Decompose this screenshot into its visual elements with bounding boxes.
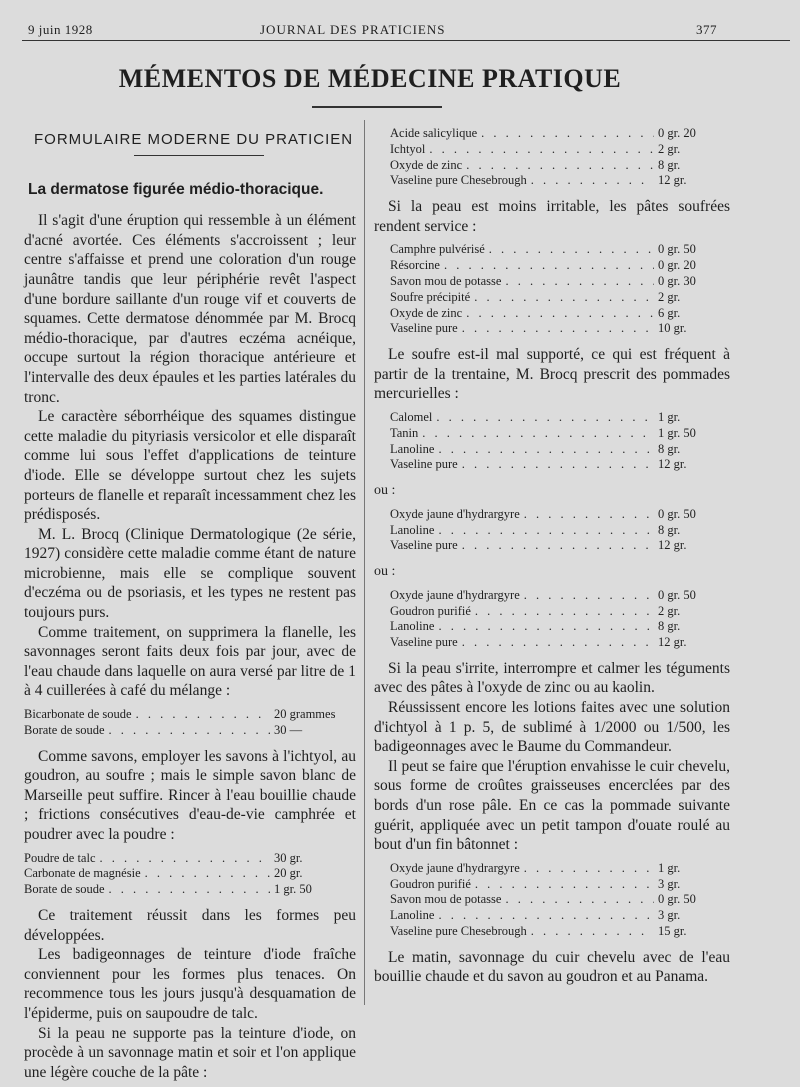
ingredient-quantity: 30 gr.: [274, 850, 303, 865]
ingredient-quantity: 10 gr.: [658, 321, 687, 336]
ingredient-name: Vaseline pure: [390, 321, 458, 336]
paragraph: Si la peau ne supporte pas la teinture d'iode, on procède à un savonnage matin et soir et l'on applique une légère couche de la pâte :: [24, 1024, 356, 1081]
leader-dots: [136, 707, 270, 723]
ingredient-quantity: 30 —: [274, 722, 303, 737]
prescription-row: [390, 410, 720, 426]
ingredient-quantity: 12 gr.: [658, 635, 687, 650]
prescription-row: [390, 892, 720, 908]
ingredient-quantity: 12 gr.: [658, 457, 687, 472]
leader-dots: [524, 588, 654, 604]
ingredient-name: Savon mou de potasse: [390, 273, 502, 288]
ingredient-quantity: 1 gr. 50: [658, 425, 696, 440]
ingredient-name: Vaseline pure: [390, 635, 458, 650]
ingredient-name: Borate de soude: [24, 722, 105, 737]
alternative-label: ou :: [374, 483, 396, 499]
prescription-row: [390, 142, 720, 158]
prescription-row: [390, 619, 720, 635]
ingredient-name: Oxyde de zinc: [390, 157, 463, 172]
ingredient-name: Vaseline pure Chesebrough: [390, 173, 527, 188]
leader-dots: [109, 723, 270, 739]
leader-dots: [462, 538, 654, 554]
leader-dots: [474, 290, 654, 306]
title-rule: [312, 106, 442, 108]
ingredient-quantity: 1 gr. 50: [274, 882, 312, 897]
leader-dots: [145, 866, 270, 882]
leader-dots: [481, 126, 654, 142]
leader-dots: [438, 523, 654, 539]
prescription-row: [390, 321, 720, 337]
ingredient-name: Savon mou de potasse: [390, 892, 502, 907]
prescription-list: [24, 851, 356, 898]
leader-dots: [531, 924, 654, 940]
prescription-row: [390, 242, 720, 258]
ingredient-quantity: 0 gr. 20: [658, 126, 696, 140]
prescription-row: [390, 426, 720, 442]
ingredient-name: Borate de soude: [24, 882, 105, 897]
ingredient-quantity: 8 gr.: [658, 522, 681, 537]
prescription-row: [390, 877, 720, 893]
prescription-row: [24, 866, 346, 882]
leader-dots: [475, 877, 654, 893]
article-heading: La dermatose figurée médio-thoracique.: [28, 180, 324, 198]
ingredient-name: Lanoline: [390, 908, 435, 923]
prescription-row: [390, 538, 720, 554]
alternative-label: ou :: [374, 564, 396, 580]
paragraph: Les badigeonnages de teinture d'iode fraîche conviennent pour les formes plus tenaces. On recommence tous les jours jusqu'à desquamation de l'épiderme, puis on saupoudre de talc.: [24, 946, 356, 1022]
column-separator: [364, 120, 365, 1005]
leader-dots: [466, 158, 654, 174]
leader-dots: [444, 258, 654, 274]
ingredient-name: Lanoline: [390, 522, 435, 537]
prescription-row: [24, 882, 346, 898]
ingredient-quantity: 8 gr.: [658, 619, 681, 634]
paragraph: Il peut se faire que l'éruption envahisse le cuir chevelu, sous forme de croûtes graisseuses encerclées par des bords d'un rose pâle. En ce cas la pommade suivante guérit, appliquée avec un petit tampon d'ouate roulé au bout d'un fin bâtonnet :: [374, 757, 730, 854]
prescription-row: [390, 604, 720, 620]
ingredient-name: Acide salicylique: [390, 126, 478, 140]
prescription-row: [390, 306, 720, 322]
prescription-row: [390, 924, 720, 940]
leader-dots: [475, 604, 654, 620]
paragraph: Réussissent encore les lotions faites avec une solution d'ichtyol à 1 p. 5, de sublimé à 1/2000 ou 1/500, les badigeonnages avec le Baume du Commandeur.: [374, 699, 730, 756]
ingredient-name: Ichtyol: [390, 141, 426, 156]
ingredient-quantity: 2 gr.: [658, 289, 681, 304]
left-column: [24, 126, 356, 1082]
leader-dots: [524, 507, 654, 523]
ingredient-name: Vaseline pure Chesebrough: [390, 924, 527, 939]
ingredient-name: Oxyde jaune d'hydrargyre: [390, 506, 520, 521]
prescription-row: [390, 523, 720, 539]
ingredient-name: Camphre pulvérisé: [390, 242, 485, 257]
prescription-row: [390, 635, 720, 651]
ingredient-name: Oxyde de zinc: [390, 305, 463, 320]
ingredient-quantity: 3 gr.: [658, 908, 681, 923]
ingredient-quantity: 0 gr. 30: [658, 273, 696, 288]
ingredient-quantity: 0 gr. 50: [658, 587, 696, 602]
ingredient-name: Oxyde jaune d'hydrargyre: [390, 860, 520, 875]
prescription-row: [390, 274, 720, 290]
paragraph: Le soufre est-il mal supporté, ce qui est fréquent à partir de la trentaine, M. Brocq prescrit des pommades mercurielles :: [374, 346, 730, 403]
leader-dots: [462, 457, 654, 473]
ingredient-quantity: 8 gr.: [658, 441, 681, 456]
page-number: 377: [696, 22, 717, 37]
ingredient-name: Soufre précipité: [390, 289, 471, 304]
prescription-list: [24, 707, 356, 739]
ingredient-quantity: 8 gr.: [658, 157, 681, 172]
ingredient-quantity: 6 gr.: [658, 305, 681, 320]
prescription-row: [390, 126, 720, 142]
leader-dots: [429, 142, 654, 158]
ingredient-quantity: 3 gr.: [658, 876, 681, 891]
prescription-list: [374, 410, 730, 473]
ingredient-name: Lanoline: [390, 441, 435, 456]
paragraph: Comme savons, employer les savons à l'ichtyol, au goudron, au soufre ; mais le simple savon blanc de Marseille peut suffire. Rincer à l'eau bouillie chaude ; frictions consécutives d'eau-de-vie camphrée et poudrer avec la poudre :: [24, 747, 356, 843]
prescription-row: [390, 861, 720, 877]
prescription-row: [390, 908, 720, 924]
header-rule: [22, 40, 790, 41]
prescription-row: [390, 588, 720, 604]
right-column: [374, 126, 730, 987]
ingredient-name: Oxyde jaune d'hydrargyre: [390, 587, 520, 602]
leader-dots: [100, 851, 270, 867]
ingredient-quantity: 20 grammes: [274, 707, 336, 722]
ingredient-quantity: 1 gr.: [658, 409, 681, 424]
prescription-list: [374, 126, 730, 189]
leader-dots: [438, 442, 654, 458]
paragraph: Si la peau s'irrite, interrompre et calmer les téguments avec des pâtes à l'oxyde de zinc ou au kaolin.: [374, 659, 730, 697]
prescription-row: [390, 158, 720, 174]
ingredient-quantity: 20 gr.: [274, 866, 303, 881]
ingredient-name: Carbonate de magnésie: [24, 866, 141, 881]
ingredient-name: Vaseline pure: [390, 457, 458, 472]
paragraph: Ce traitement réussit dans les formes peu développées.: [24, 906, 356, 944]
ingredient-quantity: 0 gr. 50: [658, 506, 696, 521]
ingredient-quantity: 0 gr. 50: [658, 892, 696, 907]
leader-dots: [531, 173, 654, 189]
prescription-row: [24, 707, 346, 723]
ingredient-name: Goudron purifié: [390, 876, 471, 891]
leader-dots: [505, 274, 654, 290]
prescription-row: [390, 507, 720, 523]
leader-dots: [524, 861, 654, 877]
paragraph: Il s'agit d'une éruption qui ressemble à un élément d'acné avortée. Ces éléments s'accroissent ; leur centre s'affaisse et prend une coloration d'un rouge jaunâtre tandis que leur périphérie revêt l'aspect d'une bordure saillante d'un rouge vif et couverts de squames. Cette dermatose dénommée par M. Brocq médio-thoracique, par d'autres eczéma acnéique, occupe surtout la région thoracique antérieure et l'intervalle des deux épaules et les parties latérales du tronc.: [24, 212, 356, 406]
leader-dots: [438, 619, 654, 635]
paragraph: M. L. Brocq (Clinique Dermatologique (2e série, 1927) considère cette maladie comme étant de nature microbienne, mais elle se complique souvent d'eczéma ou de psoriasis, et les types ne restent pas toujours purs.: [24, 525, 356, 622]
ingredient-quantity: 12 gr.: [658, 173, 687, 188]
prescription-list: [374, 588, 730, 651]
ingredient-name: Goudron purifié: [390, 603, 471, 618]
ingredient-name: Lanoline: [390, 619, 435, 634]
prescription-row: [390, 457, 720, 473]
ingredient-name: Poudre de talc: [24, 850, 96, 865]
journal-name: JOURNAL DES PRATICIENS: [260, 22, 446, 37]
leader-dots: [436, 410, 654, 426]
paragraph: Comme traitement, on supprimera la flanelle, les savonnages seront faits deux fois par jour, avec de l'eau chaude dans laquelle on aura versé par litre de 1 à 4 cuillerées à café du mélange :: [24, 623, 356, 700]
leader-dots: [489, 242, 654, 258]
ingredient-name: Tanin: [390, 425, 419, 440]
prescription-row: [24, 723, 346, 739]
issue-date: 9 juin 1928: [28, 22, 93, 37]
leader-dots: [438, 908, 654, 924]
prescription-list: [374, 861, 730, 940]
rubric-rule: [134, 155, 264, 156]
ingredient-quantity: 12 gr.: [658, 538, 687, 553]
section-rubric: FORMULAIRE MODERNE DU PRATICIEN: [34, 131, 354, 148]
paragraph: Le caractère séborrhéique des squames distingue cette maladie du pityriasis versicolor et elle disparaît comme lui sous l'effet d'applications de teinture d'iode. Elle se développe surtout chez les sujets porteurs de flanelle et reparaît incessamment chez les prédisposés.: [24, 408, 356, 524]
prescription-row: [390, 173, 720, 189]
page-title: MÉMENTOS DE MÉDECINE PRATIQUE: [118, 64, 622, 93]
ingredient-name: Résorcine: [390, 258, 440, 273]
prescription-row: [390, 290, 720, 306]
paragraph: Le matin, savonnage du cuir chevelu avec de l'eau bouillie chaude et du savon au goudron et au Panama.: [374, 948, 730, 986]
leader-dots: [422, 426, 654, 442]
ingredient-quantity: 0 gr. 20: [658, 258, 696, 273]
prescription-row: [390, 442, 720, 458]
prescription-row: [24, 851, 346, 867]
ingredient-quantity: 1 gr.: [658, 860, 681, 875]
prescription-list: [374, 507, 730, 554]
ingredient-quantity: 2 gr.: [658, 603, 681, 618]
paragraph: Si la peau est moins irritable, les pâtes soufrées rendent service :: [374, 198, 730, 235]
leader-dots: [462, 635, 654, 651]
ingredient-name: Bicarbonate de soude: [24, 707, 132, 722]
leader-dots: [505, 892, 654, 908]
ingredient-name: Vaseline pure: [390, 538, 458, 553]
prescription-list: [374, 242, 730, 337]
ingredient-quantity: 15 gr.: [658, 924, 687, 939]
prescription-row: [390, 258, 720, 274]
leader-dots: [462, 321, 654, 337]
ingredient-quantity: 2 gr.: [658, 141, 681, 156]
leader-dots: [466, 306, 654, 322]
leader-dots: [109, 882, 270, 898]
ingredient-name: Calomel: [390, 409, 433, 424]
ingredient-quantity: 0 gr. 50: [658, 242, 696, 257]
